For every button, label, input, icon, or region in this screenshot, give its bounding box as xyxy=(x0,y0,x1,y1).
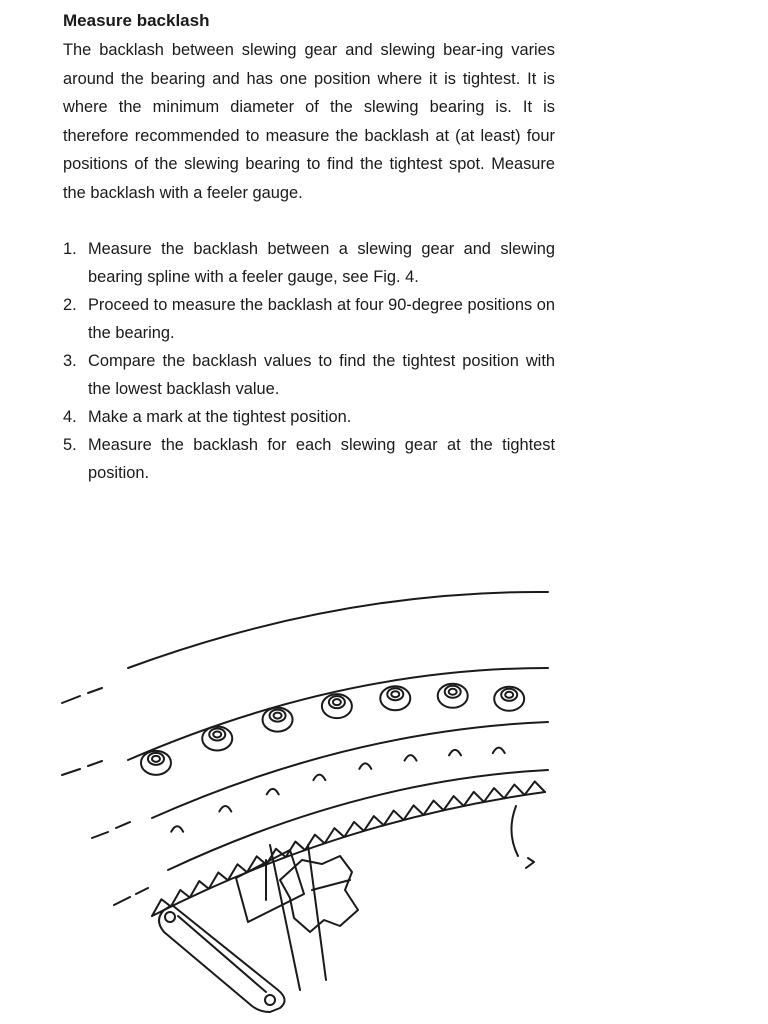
bearing-hole xyxy=(493,748,505,754)
bearing-bolt-row-edge xyxy=(128,668,548,760)
section-heading: Measure backlash xyxy=(63,11,210,30)
step-text: Measure the backlash for each slewing gear at the tightest position. xyxy=(88,436,555,482)
dash-line-2 xyxy=(62,761,102,775)
bearing-inner-edge-upper xyxy=(152,722,548,818)
step-number: 3. xyxy=(63,352,77,370)
gear-teeth-base xyxy=(152,792,545,916)
bolt-head xyxy=(202,726,232,750)
step-number: 5. xyxy=(63,436,77,454)
bearing-hole xyxy=(171,826,183,832)
bolt-head xyxy=(494,687,524,711)
bolt-head xyxy=(380,686,410,710)
dash-line-4 xyxy=(114,888,148,905)
procedure-step-1 xyxy=(63,235,555,291)
procedure-step-3 xyxy=(63,347,555,403)
bolt-head xyxy=(141,751,171,775)
step-number: 4. xyxy=(63,408,77,426)
procedure-step-5 xyxy=(63,431,555,487)
bearing-hole xyxy=(405,755,417,761)
step-text: Make a mark at the tightest position. xyxy=(88,408,352,426)
step-number: 2. xyxy=(63,296,77,314)
bearing-hole xyxy=(359,763,371,769)
bearing-hole xyxy=(219,806,231,812)
document-body xyxy=(63,10,555,487)
step-number: 1. xyxy=(63,240,77,258)
slewing-gear-pinion xyxy=(236,850,358,932)
step-text: Proceed to measure the backlash at four 90-degree positions on the bearing. xyxy=(88,296,555,342)
bearing-hole xyxy=(449,750,461,756)
bearing-hole xyxy=(313,775,325,781)
intro-paragraph: The backlash between slewing gear and slewing bear-ing varies around the bearing and has one position where it is tightest. It is where the minimum diameter of the slewing bearing is. It is therefore recommended to measure the backlash at (at least) four positions of the slewing bearing to find the tightest spot. Measure the backlash with a feeler gauge. xyxy=(63,41,555,202)
procedure-step-2 xyxy=(63,291,555,347)
procedure-step-4 xyxy=(63,403,555,431)
step-text: Measure the backlash between a slewing gear and slewing bearing spline with a feeler gauge, see Fig. 4. xyxy=(88,240,555,286)
bearing-outer-edge xyxy=(128,592,548,668)
step-text: Compare the backlash values to find the tightest position with the lowest backlash value. xyxy=(88,352,555,398)
bearing-inner-edge-lower xyxy=(168,770,548,870)
bearing-hole xyxy=(267,789,279,795)
procedure-list xyxy=(63,235,555,487)
dash-line-1 xyxy=(62,688,102,703)
bolt-head xyxy=(263,708,293,732)
dash-line-3 xyxy=(92,822,130,838)
bolt-head xyxy=(322,694,352,718)
bracket-mark xyxy=(511,806,534,868)
bolt-head xyxy=(438,684,468,708)
slewing-bearing-illustration xyxy=(40,560,580,1020)
backlash-measurement-figure xyxy=(40,560,580,1020)
